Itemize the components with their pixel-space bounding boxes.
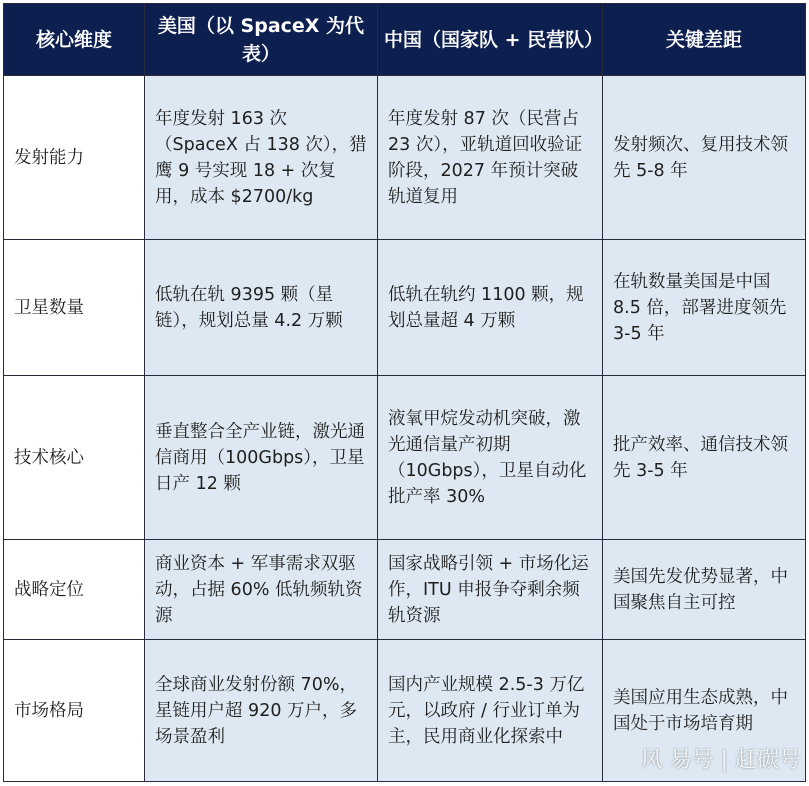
table-row bbox=[4, 240, 806, 376]
cell-us: 低轨在轨 9395 颗（星链），规划总量 4.2 万颗 bbox=[145, 240, 378, 376]
table-row bbox=[4, 76, 806, 240]
header-dimension: 核心维度 bbox=[4, 4, 145, 76]
header-us: 美国（以 SpaceX 为代表） bbox=[145, 4, 378, 76]
cell-cn: 国家战略引领 + 市场化运作，ITU 申报争夺剩余频轨资源 bbox=[378, 540, 603, 640]
cell-cn: 年度发射 87 次（民营占 23 次），亚轨道回收验证阶段，2027 年预计突破轨道复用 bbox=[378, 76, 603, 240]
cell-us: 垂直整合全产业链，激光通信商用（100Gbps），卫星日产 12 颗 bbox=[145, 376, 378, 540]
comparison-table bbox=[3, 3, 806, 782]
cell-us: 全球商业发射份额 70%，星链用户超 920 万户，多场景盈利 bbox=[145, 640, 378, 782]
table-row bbox=[4, 540, 806, 640]
header-cn: 中国（国家队 + 民营队） bbox=[378, 4, 603, 76]
row-dimension: 卫星数量 bbox=[4, 240, 145, 376]
cell-cn: 液氧甲烷发动机突破，激光通信量产初期（10Gbps），卫星自动化批产率 30% bbox=[378, 376, 603, 540]
cell-gap: 发射频次、复用技术领先 5-8 年 bbox=[603, 76, 806, 240]
cell-gap: 在轨数量美国是中国 8.5 倍，部署进度领先 3-5 年 bbox=[603, 240, 806, 376]
cell-gap: 美国先发优势显著，中国聚焦自主可控 bbox=[603, 540, 806, 640]
cell-us: 年度发射 163 次（SpaceX 占 138 次），猎鹰 9 号实现 18 + 次复用，成本 $2700/kg bbox=[145, 76, 378, 240]
cell-cn: 国内产业规模 2.5-3 万亿元，以政府 / 行业订单为主，民用商业化探索中 bbox=[378, 640, 603, 782]
cell-gap: 美国应用生态成熟，中国处于市场培育期 bbox=[603, 640, 806, 782]
cell-gap: 批产效率、通信技术领先 3-5 年 bbox=[603, 376, 806, 540]
row-dimension: 发射能力 bbox=[4, 76, 145, 240]
row-dimension: 技术核心 bbox=[4, 376, 145, 540]
row-dimension: 战略定位 bbox=[4, 540, 145, 640]
cell-cn: 低轨在轨约 1100 颗，规划总量超 4 万颗 bbox=[378, 240, 603, 376]
header-gap: 关键差距 bbox=[603, 4, 806, 76]
header-row bbox=[4, 4, 806, 76]
cell-us: 商业资本 + 军事需求双驱动，占据 60% 低轨频轨资源 bbox=[145, 540, 378, 640]
row-dimension: 市场格局 bbox=[4, 640, 145, 782]
watermark: 风 易号 | 赶碳号 bbox=[640, 748, 801, 773]
table-row bbox=[4, 376, 806, 540]
